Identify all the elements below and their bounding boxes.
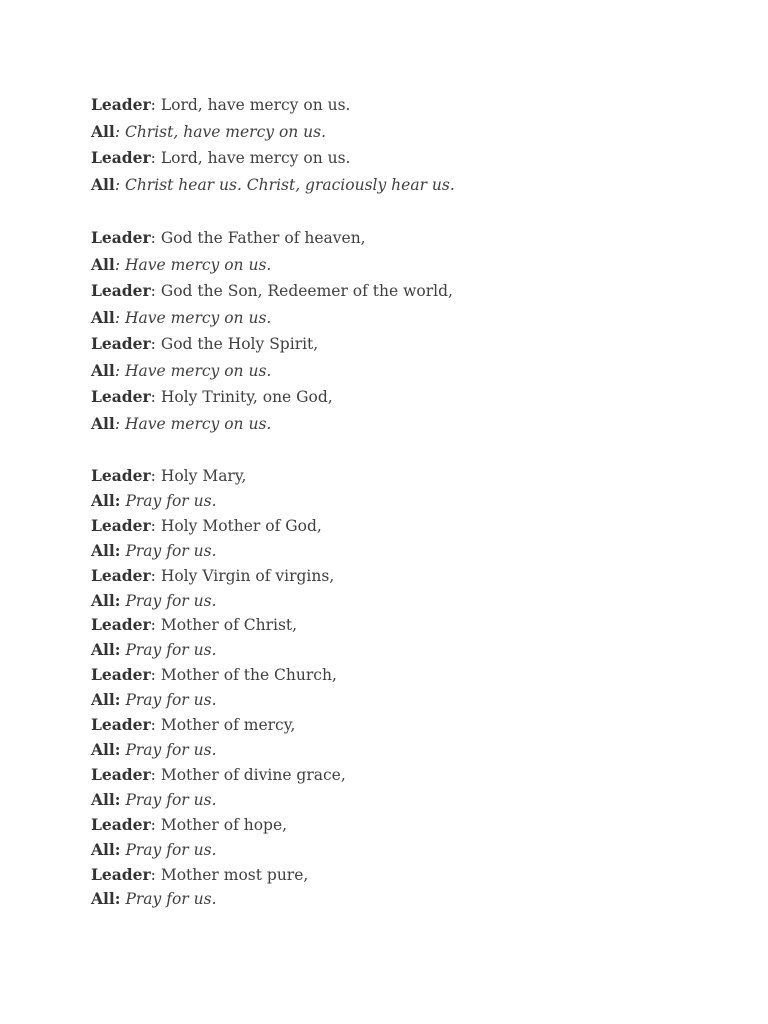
response-text: Christ hear us. Christ, graciously hear us. xyxy=(124,175,455,194)
speaker-label: Leader xyxy=(91,665,151,685)
speaker-label: Leader xyxy=(91,387,151,406)
litany-line xyxy=(91,145,711,172)
speaker-label: All: xyxy=(91,590,121,610)
separator: : xyxy=(150,229,161,247)
response-text: Pray for us. xyxy=(125,790,217,809)
litany-line xyxy=(91,514,711,539)
litany-line xyxy=(91,252,711,279)
invocation-text: God the Holy Spirit, xyxy=(160,335,319,353)
speaker-label: Leader xyxy=(91,334,151,353)
litany-line xyxy=(91,92,711,119)
speaker-label: Leader xyxy=(91,515,151,535)
response-text: Pray for us. xyxy=(125,541,217,560)
invocation-text: Mother of hope, xyxy=(160,815,288,834)
section-gap xyxy=(91,198,711,225)
separator: : xyxy=(150,566,161,585)
litany-section-trinity xyxy=(91,225,711,437)
litany-line xyxy=(91,225,711,252)
speaker-label: All xyxy=(91,174,115,194)
separator: : xyxy=(114,361,125,380)
litany-line xyxy=(91,813,711,838)
separator: : xyxy=(114,414,125,433)
speaker-label: All xyxy=(91,413,115,433)
invocation-text: God the Father of heaven, xyxy=(160,229,366,247)
litany-line xyxy=(91,638,711,663)
invocation-text: Lord, have mercy on us. xyxy=(160,96,351,114)
speaker-label: Leader xyxy=(91,228,151,247)
speaker-label: All: xyxy=(91,739,121,759)
litany-line xyxy=(91,713,711,738)
separator: : xyxy=(150,516,161,535)
litany-line xyxy=(91,564,711,589)
invocation-text: God the Son, Redeemer of the world, xyxy=(160,282,453,300)
speaker-label: All: xyxy=(91,789,121,809)
separator: : xyxy=(150,282,161,300)
speaker-label: All xyxy=(91,307,115,327)
separator: : xyxy=(114,255,125,274)
litany-line xyxy=(91,539,711,564)
invocation-text: Mother of Christ, xyxy=(160,616,298,635)
separator: : xyxy=(150,865,161,884)
response-text: Pray for us. xyxy=(125,591,217,610)
litany-document xyxy=(91,92,711,912)
invocation-text: Mother of the Church, xyxy=(160,666,337,685)
litany-line xyxy=(91,278,711,305)
litany-line xyxy=(91,863,711,888)
invocation-text: Holy Trinity, one God, xyxy=(160,388,333,406)
litany-line xyxy=(91,411,711,438)
speaker-label: Leader xyxy=(91,565,151,585)
speaker-label: Leader xyxy=(91,864,151,884)
response-text: Pray for us. xyxy=(125,890,217,909)
litany-section-mary xyxy=(91,464,711,912)
litany-line xyxy=(91,763,711,788)
separator: : xyxy=(150,815,161,834)
speaker-label: All: xyxy=(91,889,121,909)
litany-line xyxy=(91,613,711,638)
separator: : xyxy=(114,308,125,327)
speaker-label: All: xyxy=(91,839,121,859)
litany-line xyxy=(91,663,711,688)
litany-line xyxy=(91,358,711,385)
litany-line xyxy=(91,688,711,713)
separator: : xyxy=(114,175,125,194)
speaker-label: Leader xyxy=(91,466,151,485)
invocation-text: Mother of mercy, xyxy=(160,716,296,735)
litany-line xyxy=(91,738,711,763)
invocation-text: Lord, have mercy on us. xyxy=(160,149,351,167)
litany-line xyxy=(91,464,711,489)
invocation-text: Mother most pure, xyxy=(160,865,309,884)
litany-line xyxy=(91,172,711,199)
separator: : xyxy=(150,616,161,635)
litany-line xyxy=(91,384,711,411)
response-text: Pray for us. xyxy=(125,840,217,859)
speaker-label: Leader xyxy=(91,615,151,635)
separator: : xyxy=(150,716,161,735)
litany-line xyxy=(91,589,711,614)
litany-line xyxy=(91,119,711,146)
response-text: Have mercy on us. xyxy=(124,255,272,274)
speaker-label: Leader xyxy=(91,715,151,735)
section-gap xyxy=(91,437,711,464)
litany-section-kyrie xyxy=(91,92,711,198)
separator: : xyxy=(150,96,161,114)
response-text: Christ, have mercy on us. xyxy=(124,122,327,141)
speaker-label: All: xyxy=(91,640,121,660)
invocation-text: Holy Virgin of virgins, xyxy=(160,566,335,585)
speaker-label: Leader xyxy=(91,148,151,167)
response-text: Have mercy on us. xyxy=(124,414,272,433)
separator: : xyxy=(150,388,161,406)
litany-line xyxy=(91,489,711,514)
speaker-label: All: xyxy=(91,490,121,510)
separator: : xyxy=(150,765,161,784)
speaker-label: Leader xyxy=(91,281,151,300)
speaker-label: All xyxy=(91,360,115,380)
separator: : xyxy=(150,149,161,167)
speaker-label: Leader xyxy=(91,95,151,114)
speaker-label: Leader xyxy=(91,814,151,834)
litany-line xyxy=(91,887,711,912)
litany-line xyxy=(91,838,711,863)
speaker-label: Leader xyxy=(91,764,151,784)
separator: : xyxy=(150,666,161,685)
response-text: Have mercy on us. xyxy=(124,361,272,380)
separator: : xyxy=(150,467,161,485)
invocation-text: Holy Mother of God, xyxy=(160,516,322,535)
speaker-label: All: xyxy=(91,540,121,560)
speaker-label: All xyxy=(91,121,115,141)
response-text: Pray for us. xyxy=(125,491,217,510)
litany-line xyxy=(91,305,711,332)
response-text: Pray for us. xyxy=(125,691,217,710)
response-text: Have mercy on us. xyxy=(124,308,272,327)
speaker-label: All: xyxy=(91,690,121,710)
speaker-label: All xyxy=(91,254,115,274)
litany-line xyxy=(91,331,711,358)
separator: : xyxy=(114,122,125,141)
invocation-text: Mother of divine grace, xyxy=(160,765,346,784)
invocation-text: Holy Mary, xyxy=(160,467,247,485)
separator: : xyxy=(150,335,161,353)
response-text: Pray for us. xyxy=(125,740,217,759)
litany-line xyxy=(91,788,711,813)
response-text: Pray for us. xyxy=(125,641,217,660)
